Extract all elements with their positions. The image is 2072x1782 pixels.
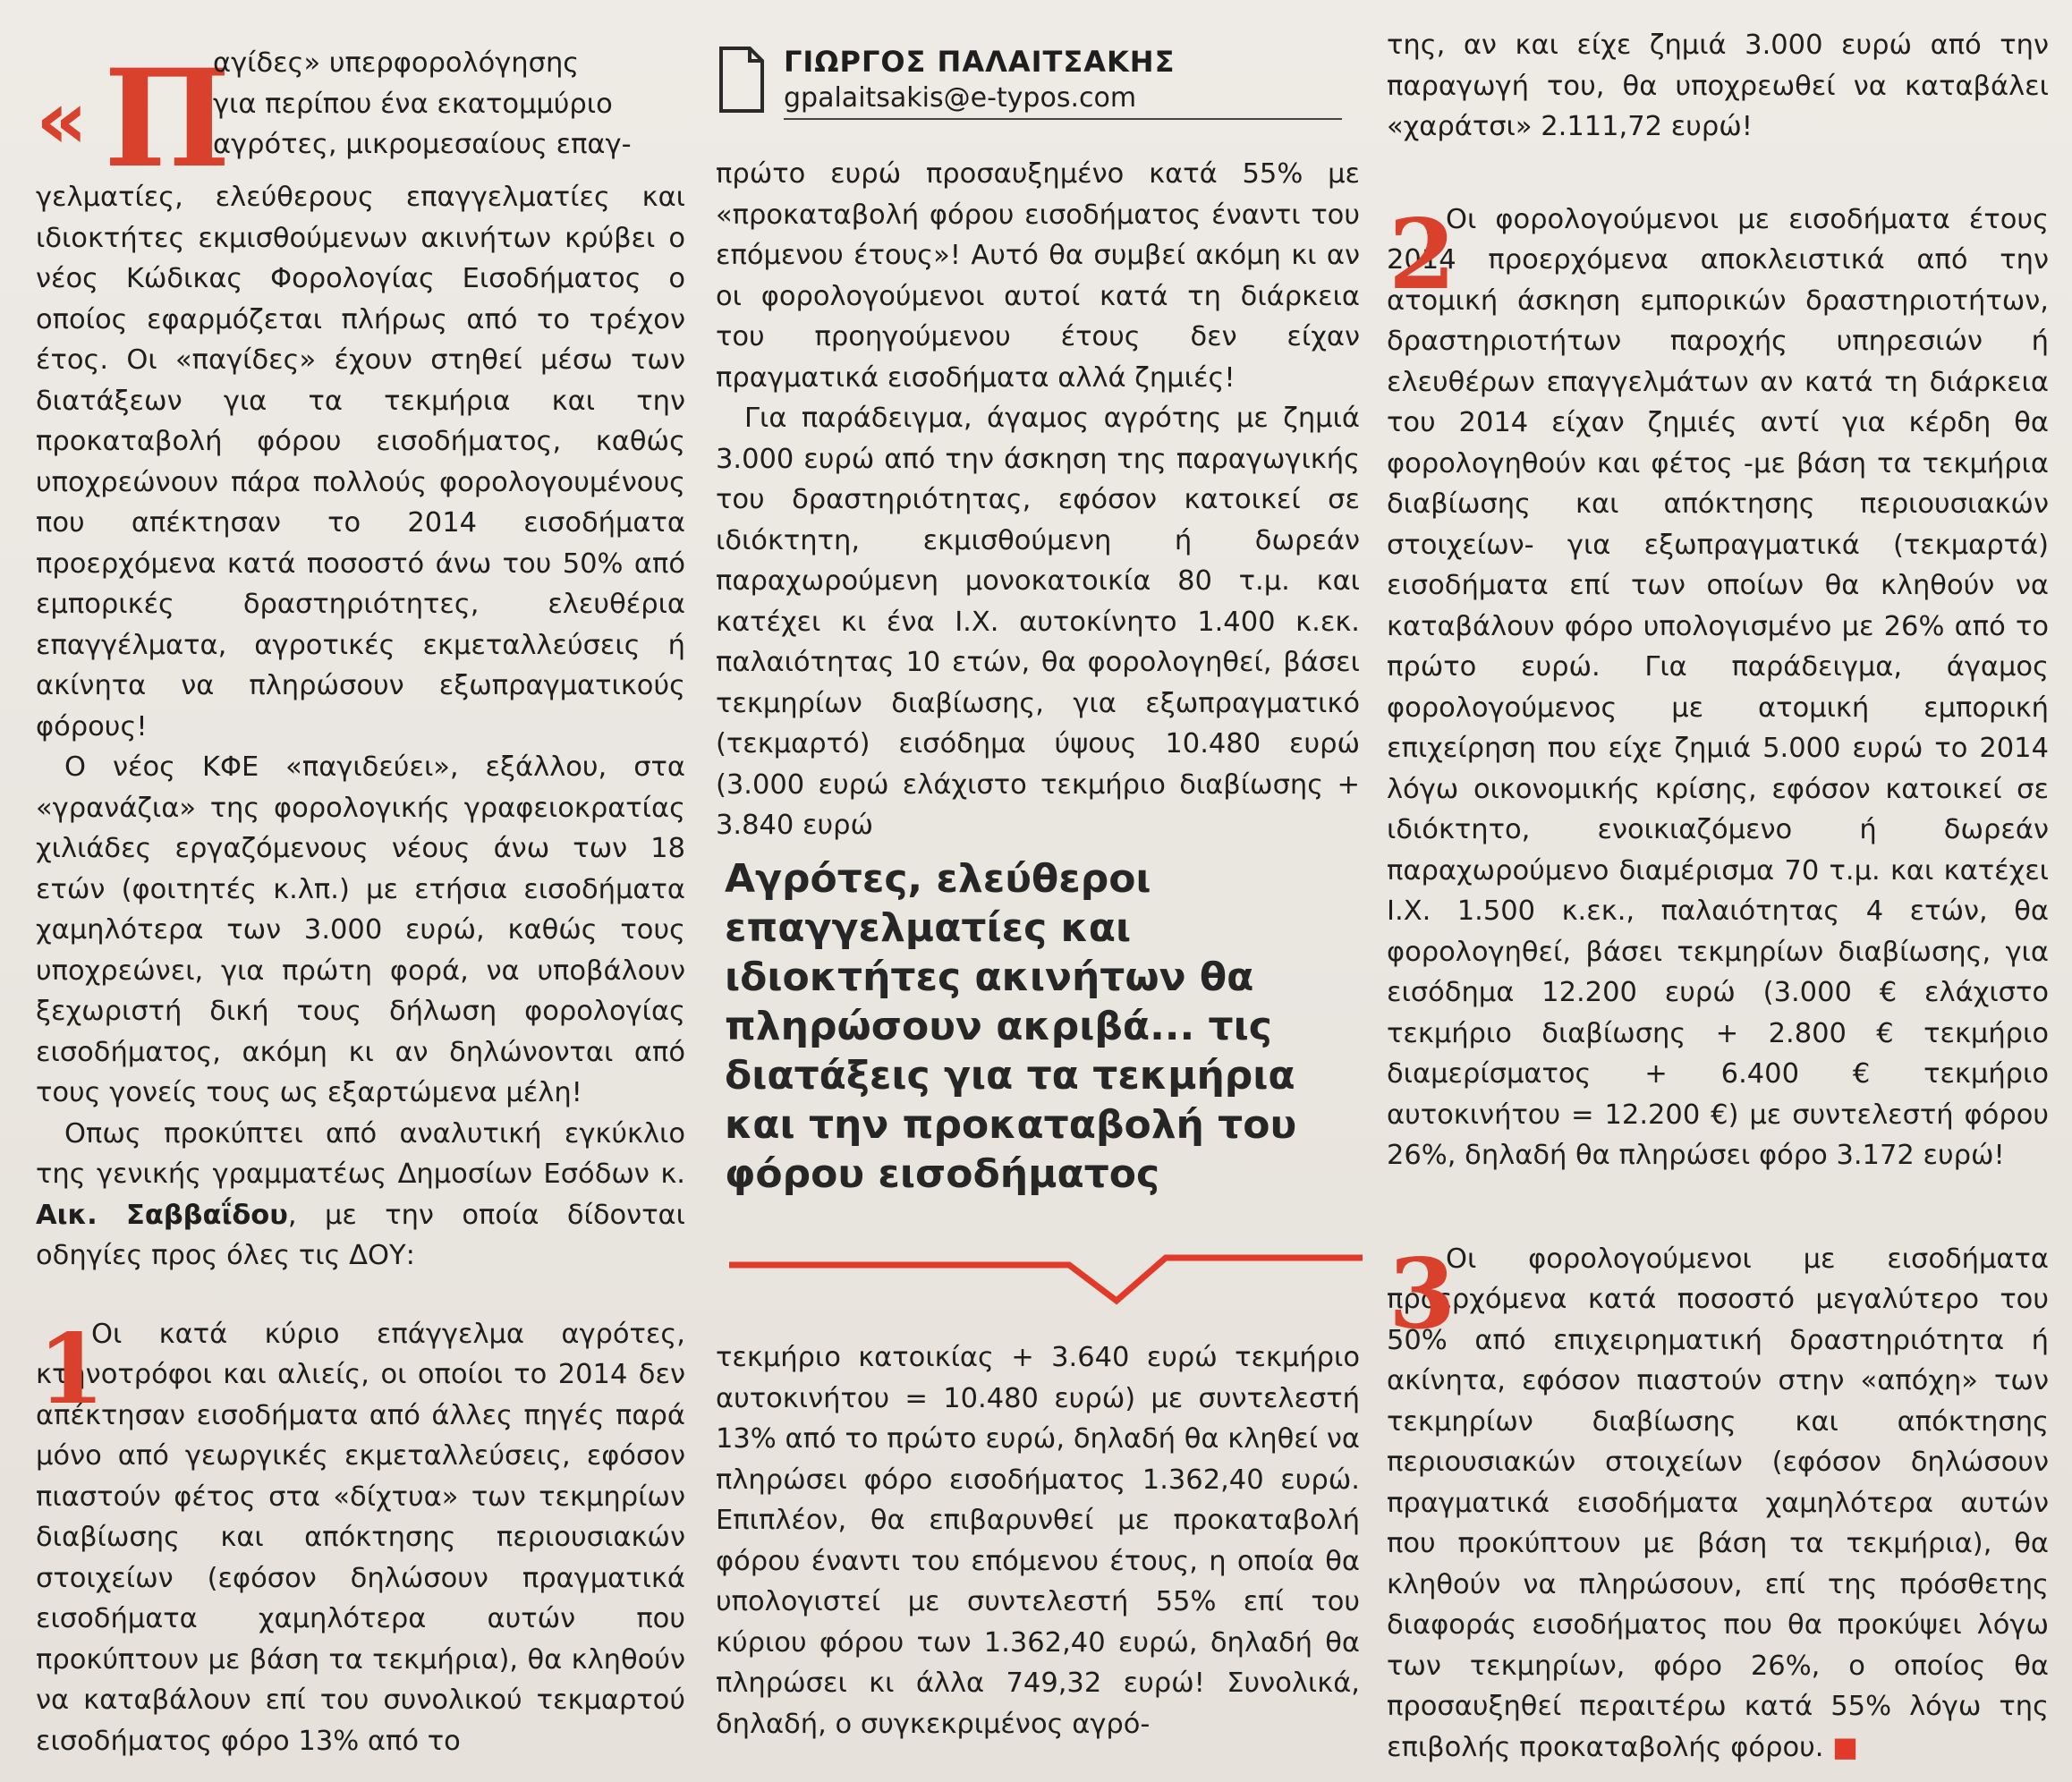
column-1 [36,0,685,1761]
lead-line-2: για περίπου ένα εκατομμύριο [213,88,613,120]
column-2 [716,154,1360,846]
intro-paragraph: γελματίες, ελεύθερους επαγγελματίες και ιδιοκτήτες εκμισθούμενων ακινήτων κρύβει ο νέος Κώδικας Φορολογίας Εισοδήματος ο οποίος εφαρμόζεται πλήρως από το τρέχον έτος. Οι «παγίδες» έχουν στηθεί μέσω των διατάξεων για τα τεκμήρια και την προκαταβολή φόρου εισοδήματος, καθώς υποχρεώνουν πάρα πολλούς φορολογουμένους που απέκτησαν το 2014 εισοδήματα προερχόμενα κατά ποσοστό άνω του 50% από εμπορικές δραστηριότητες, ελευθέρια επαγγέλματα, αγροτικές εκμεταλλεύσεις ή ακίνητα να πληρώσουν εξωπραγματικούς φόρους! [36,182,685,742]
lead-line-1: αγίδες» υπερφορολόγησης [213,47,580,79]
author-email[interactable]: gpalaitsakis@e-typos.com [784,82,1137,114]
item-2 [1387,199,2049,1176]
author-name: ΓΙΩΡΓΟΣ ΠΑΛΑΙΤΣΑΚΗΣ [784,45,1176,79]
col2-paragraph-2: Για παράδειγμα, άγαμος αγρότης με ζημιά 3.000 ευρώ από την άσκηση της παραγωγικής του δραστηριότητας, εφόσον κατοικεί σε ιδιόκτητη, εκμισθούμενη ή δωρεάν παραχωρούμενη μονοκατοικία 80 τ.μ. και κατέχει κι ένα Ι.Χ. αυτοκίνητο 1.400 κ.εκ. παλαιότητας 10 ετών, θα φορολογηθεί, βάσει τεκμηρίων διαβίωσης, για εξωπραγματικό (τεκμαρτό) εισόδημα ύψους 10.480 ευρώ (3.000 ευρώ ελάχιστο τεκμήριο διαβίωσης + 3.840 ευρώ [716,403,1360,841]
paragraph-3: Οπως προκύπτει από αναλυτική εγκύκλιο της γενικής γραμματέως Δημοσίων Εσόδων κ. Αικ. Σαββαΐδου, με την οποία δίδονται οδηγίες προς όλες τις ΔΟΥ: [36,1117,685,1271]
document-icon [718,45,766,115]
paragraph-2: Ο νέος ΚΦΕ «παγιδεύει», εξάλλου, στα «γρανάζια» της φορολογικής γραφειοκρατίας χιλιάδες εργαζόμενους νέους άνω των 18 ετών (φοιτητές κ.λπ.) με ετήσια εισοδήματα χαμηλότερα των 3.000 ευρώ, καθώς τους υποχρεώνει, για πρώτη φορά, να υποβάλουν ξεχωριστή δική τους δήλωση φορολογίας εισοδήματος, ακόμη κι αν δηλώνονται από τους γονείς τους ως εξαρτώμενα μέλη! [36,751,685,1108]
pull-headline: Αγρότες, ελεύθεροι επαγγελματίες και ιδιοκτήτες ακινήτων θα πληρώσουν ακριβά... τις διατάξεις για τα τεκμήρια και την προκαταβολή του φόρου εισοδήματος [725,856,1297,1197]
opening-quote-mark: « [36,73,89,167]
column-2-bottom [716,1337,1360,1744]
col2-paragraph-1: πρώτο ευρώ προσαυξημένο κατά 55% με «προκαταβολή φόρου εισοδήματος έναντι του επόμενου έτους»! Αυτό θα συμβεί ακόμη κι αν οι φορολογούμενοι αυτοί κατά τη διάρκεια του προηγούμενου έτους δεν είχαν πραγματικά εισοδήματα αλλά ζημιές! [716,158,1360,394]
item-3-text: Οι φορολογούμενοι με εισοδήματα προερχόμενα κατά ποσοστό μεγαλύτερο του 50% από επιχειρηματική δραστηριότητα ή ακίνητα, εφόσον πιαστούν στην «απόχη» των τεκμηρίων διαβίωσης και απόκτησης περιουσιακών στοιχείων (εφόσον δηλώσουν πραγματικά εισοδήματα χαμηλότερα αυτών που προκύπτουν με βάση τα τεκμήρια), θα κληθούν να πληρώσουν, επί της πρόσθετης διαφοράς εισοδήματος που θα προκύψει λόγω των τεκμηρίων, φόρο 26%, ο οποίος θα προσαυξηθεί περαιτέρω κατά 55% λόγω της επιβολής προκαταβολής φόρου. ■ [1387,1243,2049,1763]
drop-cap-letter: Π [104,40,231,198]
author-byline [716,39,1342,122]
col2-paragraph-3: τεκμήριο κατοικίας + 3.640 ευρώ τεκμήριο αυτοκινήτου = 10.480 ευρώ) με συντελεστή 13% από το πρώτο ευρώ, δηλαδή θα κληθεί να πληρώσει φόρο εισοδήματος 1.362,40 ευρώ. Επιπλέον, θα επιβαρυνθεί με προκαταβολή φόρου έναντι του επόμενου έτους, η οποία θα υπολογιστεί με συντελεστή 55% επί του κύριου φόρου των 1.362,40 ευρώ, δηλαδή θα πληρώσει κι άλλα 749,32 ευρώ! Συνολικά, δηλαδή, ο συγκεκριμένος αγρό- [716,1342,1360,1740]
item-3 [1387,1239,2049,1769]
intro-lead [36,40,685,198]
speech-pointer-divider [729,1249,1373,1311]
item-3-number: 3 [1388,1237,1456,1351]
item-1-text: Οι κατά κύριο επάγγελμα αγρότες, κτηνοτρόφοι και αλιείς, οι οποίοι το 2014 δεν απέκτησαν εισοδήματα από άλλες πηγές παρά μόνο από γεωργικές εκμεταλλεύσεις, εφόσον πιαστούν φέτος στα «δίχτυα» των τεκμηρίων διαβίωσης και απόκτησης περιουσιακών στοιχείων (εφόσον δηλώσουν πραγματικά εισοδήματα χαμηλότερα αυτών που προκύπτουν με βάση τα τεκμήρια), θα κληθούν να καταβάλουν επί του συνολικού τεκμαρτού εισοδήματος φόρο 13% από το [36,1318,685,1757]
end-mark: ■ [1832,1731,1858,1763]
item-1 [36,1314,685,1762]
official-name: Αικ. Σαββαΐδου [36,1199,288,1231]
byline-rule [784,118,1342,120]
item-1-number: 1 [38,1312,106,1426]
col3-paragraph-1: της, αν και είχε ζημιά 3.000 ευρώ από την παραγωγή του, θα υποχρεωθεί να καταβάλει «χαράτσι» 2.111,72 ευρώ! [1387,30,2049,142]
column-3 [1387,25,2049,1768]
item-2-text: Οι φορολογούμενοι με εισοδήματα έτους 2014 προερχόμενα αποκλειστικά από την ατομική άσκηση εμπορικών δραστηριοτήτων, δραστηριοτήτων παροχής υπηρεσιών ή ελευθέρων επαγγελμάτων αν κατά τη διάρκεια του 2014 είχαν ζημιές αντί για κέρδη θα φορολογηθούν και φέτος -με βάση τα τεκμήρια διαβίωσης και απόκτησης περιουσιακών στοιχείων- για εξωπραγματικά (τεκμαρτά) εισοδήματα επί των οποίων θα κληθούν να καταβάλουν φόρο υπολογισμένο με 26% από το πρώτο ευρώ. Για παράδειγμα, άγαμος φορολογούμενος με ατομική εμπορική επιχείρηση που είχε ζημιά 5.000 ευρώ το 2014 λόγω οικονομικής κρίσης, εφόσον κατοικεί σε ιδιόκτητο, ενοικιαζόμενο ή δωρεάν παραχωρούμενο διαμέρισμα 70 τ.μ. και κατέχει Ι.Χ. 1.500 κ.εκ., παλαιότητας 4 ετών, θα φορολογηθεί, βάσει τεκμηρίων διαβίωσης, για εισόδημα 12.200 ευρώ (3.000 € ελάχιστο τεκμήριο διαβίωσης + 2.800 € τεκμήριο διαμερίσματος + 6.400 € τεκμήριο αυτοκινήτου = 12.200 €) με συντελεστή φόρου 26%, δηλαδή θα πληρώσει φόρο 3.172 ευρώ! [1387,203,2049,1171]
lead-line-3: αγρότες, μικρομεσαίους επαγ- [213,129,632,160]
item-2-number: 2 [1388,198,1456,311]
